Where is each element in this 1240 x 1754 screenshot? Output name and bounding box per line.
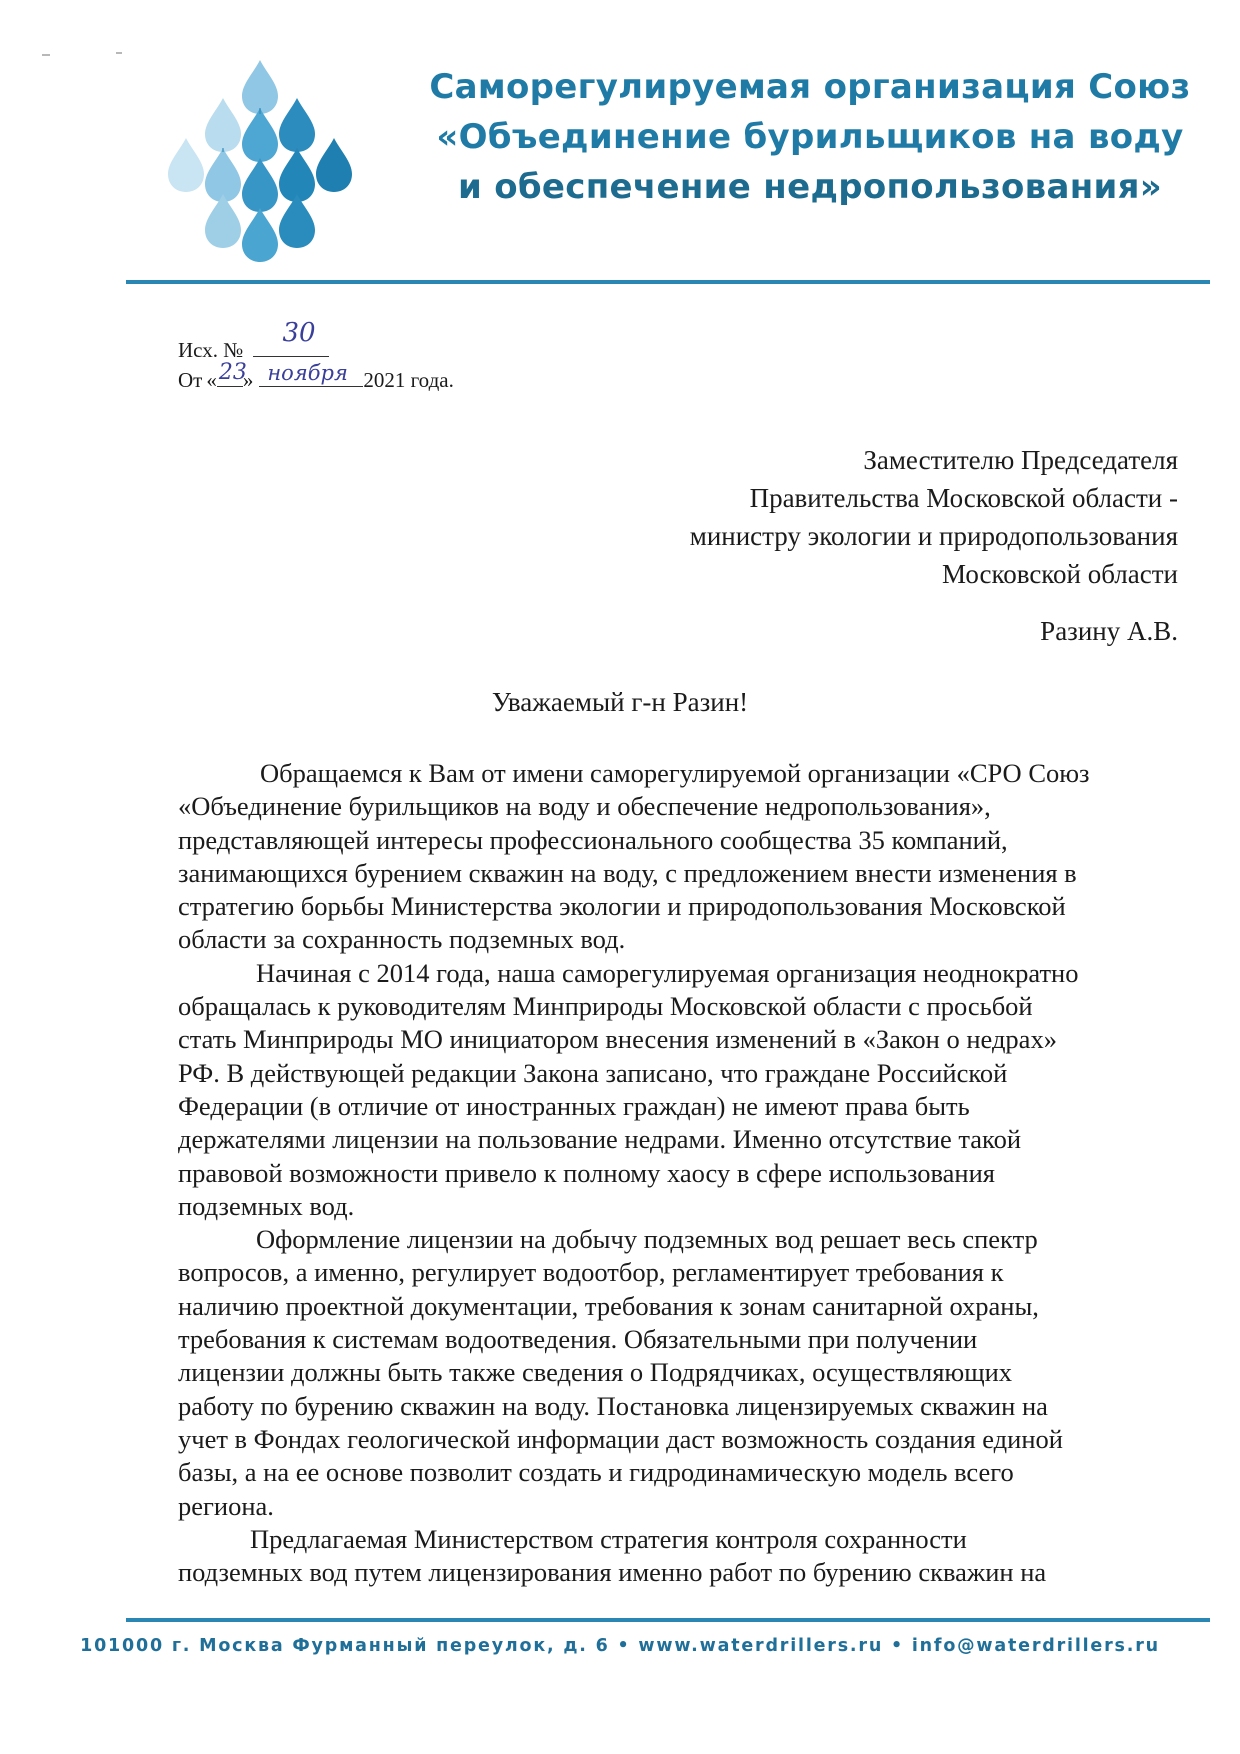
body-line: правовой возможности привело к полному хаосу в сфере использования [178,1157,995,1188]
date-day-handwritten: 23 [218,360,247,385]
outgoing-number-blank [253,318,329,357]
date-close-quote: » [242,368,254,392]
date-month-handwritten: ноября [267,361,348,385]
organization-title [400,62,1220,212]
body-line: Обращаемся к Вам от имени саморегулируемой организации «СРО Союз [260,758,1090,788]
addressee-block [690,441,1178,650]
outgoing-reference [178,318,454,394]
date-month-blank [259,361,363,387]
body-line: лицензии должны быть также сведения о Подрядчиках, осуществляющих [178,1357,1013,1388]
date-open-quote: « [206,368,217,392]
body-line: базы, а на ее основе позволит создать и гидродинамическую модель всего [178,1457,1014,1488]
addressee-line-1: Заместителю Председателя [863,445,1178,475]
addressee-line-3: министру экологии и природопользования [689,521,1178,551]
org-title-line-2: «Объединение бурильщиков на воду [436,117,1184,157]
body-line: РФ. В действующей редакции Закона записано, что граждане Российской [178,1057,1008,1088]
scan-speck [116,52,122,54]
footer-divider [126,1618,1210,1622]
date-prefix: От [178,368,203,392]
org-title-line-1: Саморегулируемая организация Союз [429,67,1191,107]
outgoing-date-row [178,360,454,394]
body-line: подземных вод путем лицензирования именно работ по бурению скважин на [178,1557,1047,1588]
org-title-line-3: и обеспечение недропользования» [457,167,1163,207]
body-line: Оформление лицензии на добычу подземных вод решает весь спектр [256,1224,1038,1255]
outgoing-number-handwritten: 30 [282,318,316,348]
footer-contacts: 101000 г. Москва Фурманный переулок, д. 6 • www.waterdrillers.ru • info@waterdrillers.ru [80,1636,1160,1656]
addressee-line-4: Московской области [941,559,1178,589]
body-line: вопросов, а именно, регулирует водоотбор, регламентирует требования к [178,1257,1004,1288]
addressee-line-2: Правительства Московской области - [749,483,1178,513]
date-year-suffix: 2021 года. [363,368,454,392]
body-line: учет в Фондах геологической информации даст возможность создания единой [178,1423,1063,1454]
outgoing-number-label: Исх. № [178,338,244,362]
salutation: Уважаемый г-н Разин! [491,687,749,717]
scan-speck [42,54,50,56]
body-line: работу по бурению скважин на воду. Постановка лицензируемых скважин на [178,1390,1048,1421]
water-drops-logo-icon [160,58,360,268]
date-day-blank [217,360,247,387]
body-line: представляющей интересы профессионального сообщества 35 компаний, [178,824,1008,855]
body-line: держателями лицензии на пользование недрами. Именно отсутствие такой [178,1124,1022,1155]
body-line: требования к системам водоотведения. Обязательными при получении [178,1324,978,1355]
header-divider [126,280,1210,284]
letter-body [178,757,1178,1589]
body-line: Федерации (в отличие от иностранных граждан) не имеют права быть [178,1090,970,1121]
body-line: Предлагаемая Министерством стратегия контроля сохранности [250,1523,967,1554]
body-line: стратегию борьбы Министерства экологии и природопользования Московской [178,891,1066,922]
addressee-name: Разину А.В. [1040,616,1178,646]
body-line: Начиная с 2014 года, наша саморегулируемая организация неоднократно [256,957,1079,988]
body-line: стать Минприроды МО инициатором внесения изменений в «Закон о недрах» [178,1024,1057,1055]
body-line: области за сохранность подземных вод. [178,924,626,955]
body-line: занимающихся бурением скважин на воду, с предложением внести изменения в [178,857,1077,888]
body-line: региона. [178,1490,274,1521]
body-line: наличию проектной документации, требования к зонам санитарной охраны, [178,1290,1039,1321]
body-line: обращалась к руководителям Минприроды Московской области с просьбой [178,991,1033,1022]
body-line: «Объединение бурильщиков на воду и обеспечение недропользования», [178,791,991,822]
body-line: подземных вод. [178,1190,355,1221]
